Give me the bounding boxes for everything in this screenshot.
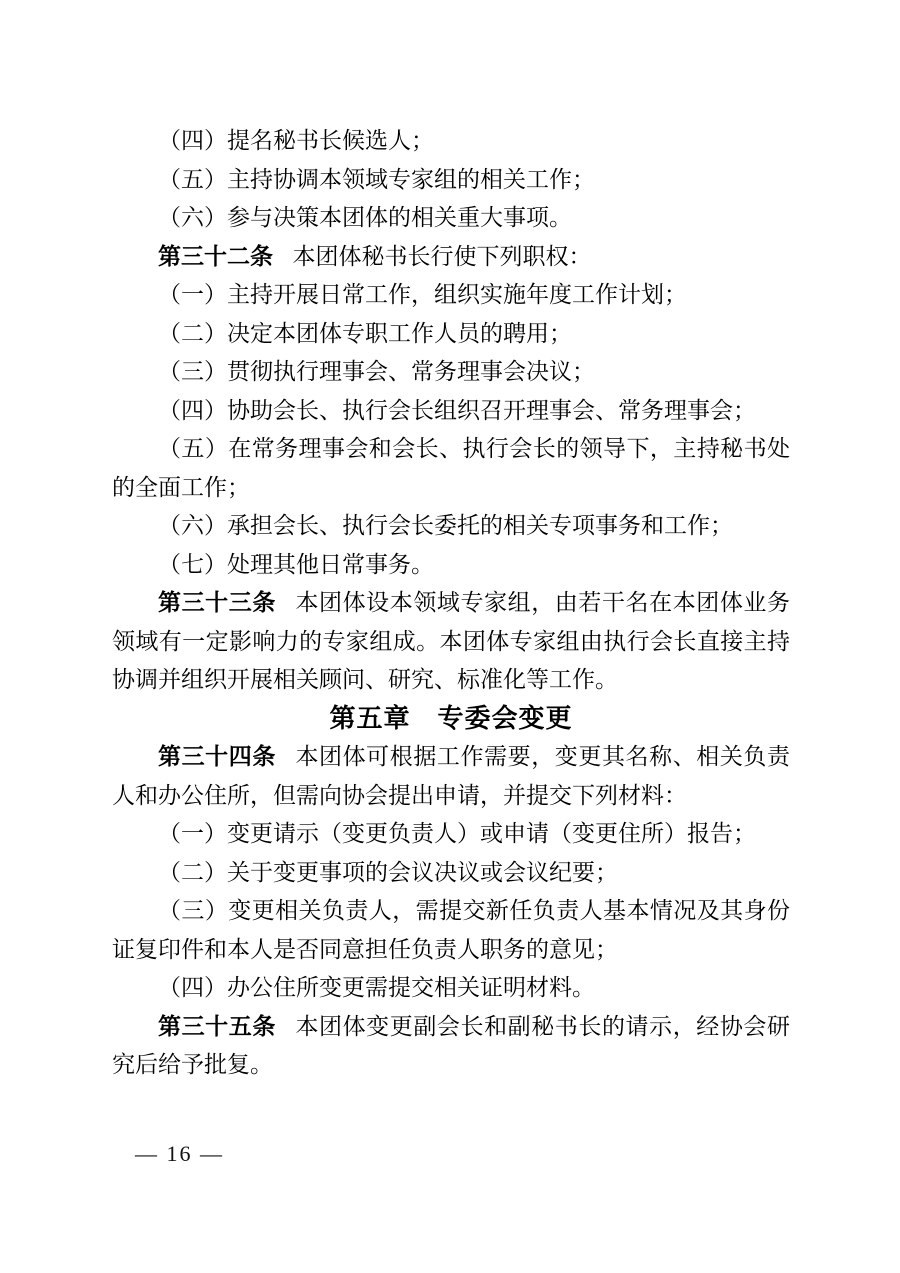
article-paragraph: [112, 1008, 790, 1085]
article-number: 第三十四条: [158, 744, 276, 769]
article-number: 第三十三条: [158, 590, 276, 615]
chapter-heading: 第五章 专委会变更: [329, 703, 573, 734]
article-number: 第三十五条: [158, 1013, 276, 1039]
list-item-paragraph: （四）办公住所变更需提交相关证明材料。: [158, 975, 595, 1000]
list-item-paragraph: （三）贯彻执行理事会、常务理事会决议；: [158, 359, 595, 384]
article-number: 第三十二条: [158, 243, 273, 269]
article-text: 本团体变更副会长和副秘书长的请示，经协会研究后给予批复。: [112, 1013, 790, 1077]
article-paragraph: [112, 738, 790, 815]
list-item-paragraph: （一）变更请示（变更负责人）或申请（变更住所）报告；: [158, 821, 756, 846]
article-paragraph: [112, 238, 790, 277]
document-content: [112, 122, 790, 1085]
article-text: 本团体可根据工作需要，变更其名称、相关负责人和办公住所，但需向协会提出申请，并提交下列材料：: [112, 744, 790, 808]
list-item-paragraph: （二）决定本团体专职工作人员的聘用；: [158, 320, 572, 346]
article-paragraph: [112, 584, 790, 700]
list-item-paragraph: （三）变更相关负责人，需提交新任负责人基本情况及其身份证复印件和本人是否同意担任负责人职务的意见；: [112, 898, 790, 962]
list-item-paragraph: （一）主持开展日常工作，组织实施年度工作计划；: [158, 282, 687, 307]
list-item-paragraph: （五）主持协调本领域专家组的相关工作；: [158, 166, 595, 192]
list-item-paragraph: （六）承担会长、执行会长委托的相关专项事务和工作；: [158, 513, 733, 538]
list-item-paragraph: （四）提名秘书长候选人；: [158, 128, 434, 153]
article-text: 本团体秘书长行使下列职权：: [292, 243, 592, 269]
article-text: 本团体设本领域专家组，由若干名在本团体业务领域有一定影响力的专家组成。本团体专家组由执行会长直接主持协调并组织开展相关顾问、研究、标准化等工作。: [112, 590, 790, 692]
list-item-paragraph: （七）处理其他日常事务。: [158, 551, 434, 577]
list-item-paragraph: （六）参与决策本团体的相关重大事项。: [158, 205, 572, 230]
page-number: — 16 —: [135, 1141, 224, 1166]
list-item-paragraph: （四）协助会长、执行会长组织召开理事会、常务理事会；: [158, 397, 756, 423]
list-item-paragraph: （五）在常务理事会和会长、执行会长的领导下，主持秘书处的全面工作；: [112, 436, 790, 500]
list-item-paragraph: （二）关于变更事项的会议决议或会议纪要；: [158, 859, 618, 885]
